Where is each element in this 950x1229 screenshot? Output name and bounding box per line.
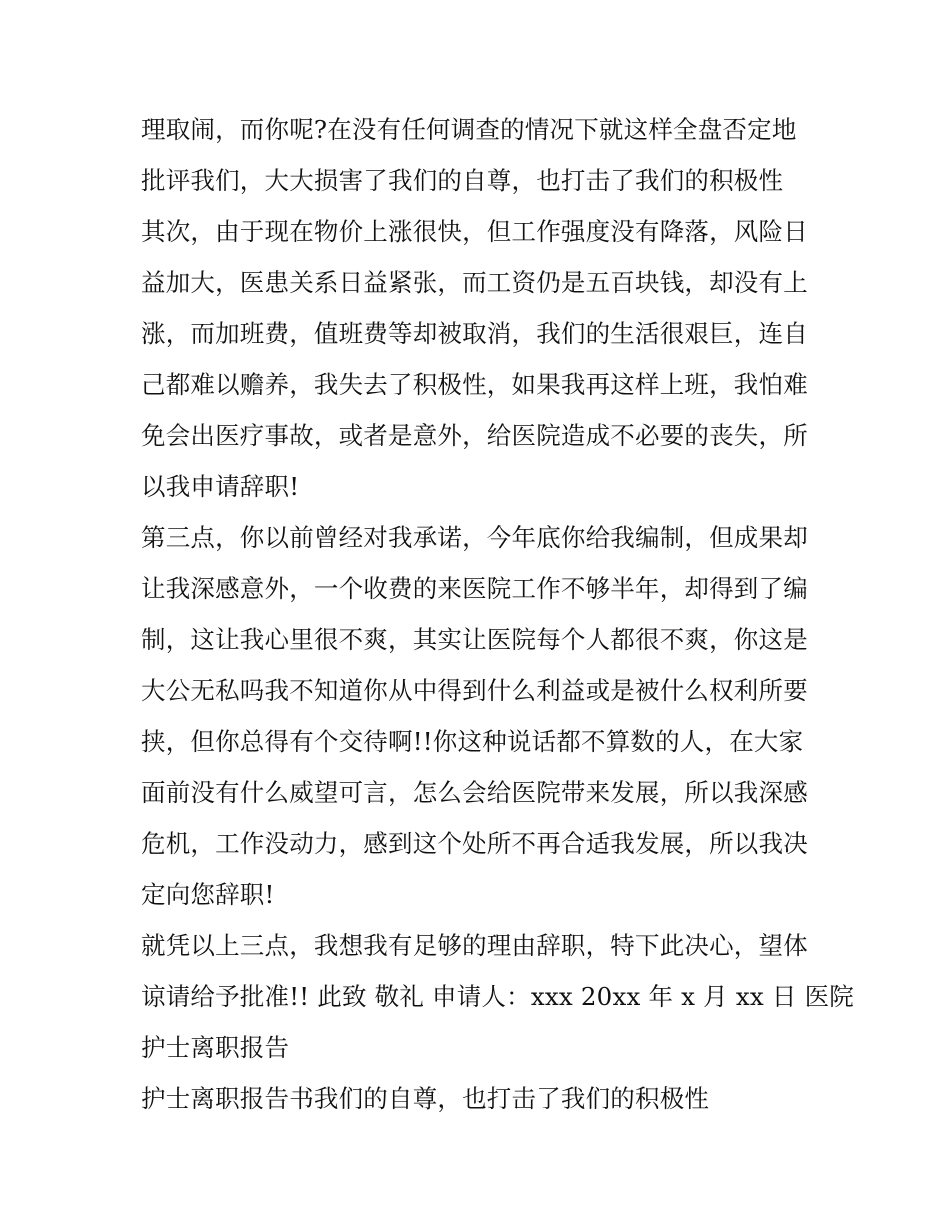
text-line: 大公无私吗我不知道你从中得到什么利益或是被什么权利所要 xyxy=(141,676,808,705)
text-line: 己都难以赡养，我失去了积极性，如果我再这样上班，我怕难 xyxy=(141,370,808,399)
text-line: 让我深感意外，一个收费的来医院工作不够半年，却得到了编 xyxy=(141,574,808,603)
text-line: 危机，工作没动力，感到这个处所不再合适我发展，所以我决 xyxy=(141,829,808,858)
document-body xyxy=(141,104,854,1124)
text-line: 定向您辞职! xyxy=(141,880,275,909)
text-line: 挟，但你总得有个交待啊!!你这种说话都不算数的人，在大家 xyxy=(141,727,804,756)
text-line: 面前没有什么威望可言，怎么会给医院带来发展，所以我深感 xyxy=(141,778,808,807)
text-line: 涨，而加班费，值班费等却被取消，我们的生活很艰巨，连自 xyxy=(141,319,808,348)
text-line: 第三点，你以前曾经对我承诺，今年底你给我编制，但成果却 xyxy=(141,523,808,552)
text-line: 护士离职报告 xyxy=(141,1033,290,1062)
text-line: 以我申请辞职! xyxy=(141,472,300,501)
text-line: 其次，由于现在物价上涨很快，但工作强度没有降落，风险日 xyxy=(141,217,808,246)
text-line: 就凭以上三点，我想我有足够的理由辞职，特下此决心，望体 xyxy=(141,931,808,960)
text-line: 制，这让我心里很不爽，其实让医院每个人都很不爽，你这是 xyxy=(141,625,808,654)
text-line: 理取闹，而你呢?在没有任何调查的情况下就这样全盘否定地 xyxy=(141,115,797,144)
text-line: 护士离职报告书我们的自尊，也打击了我们的积极性 xyxy=(141,1084,710,1113)
text-line: 批评我们，大大损害了我们的自尊，也打击了我们的积极性 xyxy=(141,166,784,195)
text-line: 谅请给予批准!! 此致 敬礼 申请人：xxx 20xx 年 x 月 xx 日 医院 xyxy=(141,982,854,1011)
text-line: 益加大，医患关系日益紧张，而工资仍是五百块钱，却没有上 xyxy=(141,268,808,297)
text-line: 免会出医疗事故，或者是意外，给医院造成不必要的丧失，所 xyxy=(141,421,808,450)
